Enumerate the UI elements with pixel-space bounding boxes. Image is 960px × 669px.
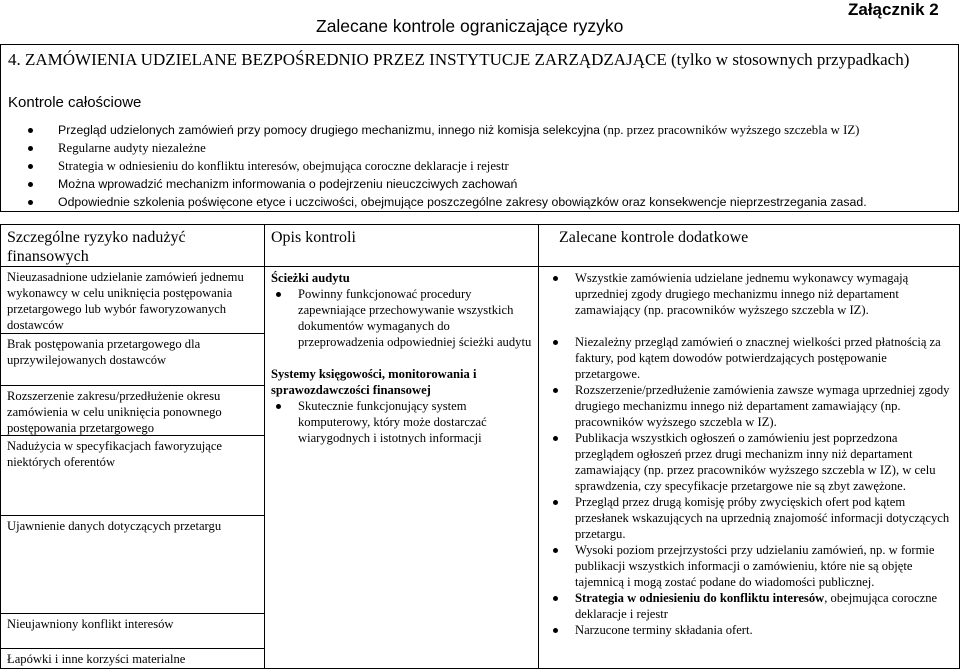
risk-item: Brak postępowania przetargowego dla uprzywilejowanych dostawców (1, 334, 264, 386)
bullet-icon (553, 276, 558, 281)
bullet-icon (28, 182, 33, 187)
risk-item: Nieuzasadnione udzielanie zamówień jednemu wykonawcy w celu uniknięcia postępowania przetargowego lub wybór faworyzowanych dostawców (1, 267, 264, 334)
control-list (271, 398, 533, 446)
bullet-icon (553, 628, 558, 633)
additional-control-item: Przegląd przez drugą komisję próby zwycięskich ofert pod kątem przesłanek wskazujących na uprzednią znajomość informacji dotyczących przetargu. (543, 494, 955, 542)
risk-item: Nadużycia w specyfikacjach faworyzujące niektórych oferentów (1, 436, 264, 516)
overall-control-item: Regularne audyty niezależne (28, 139, 953, 157)
bullet-icon (553, 596, 558, 601)
bullet-icon (276, 292, 281, 297)
bullet-icon (28, 200, 33, 205)
control-item: Skutecznie funkcjonujący system komputerowy, który może dostarczać wiarygodnych i istotnych informacji (271, 398, 533, 446)
section-heading: 4. ZAMÓWIENIA UDZIELANE BEZPOŚREDNIO PRZEZ INSTYTUCJE ZARZĄDZAJĄCE (tylko w stosownych przypadkach) (8, 50, 910, 69)
control-group-title: Systemy księgowości, monitorowania i sprawozdawczości finansowej (271, 367, 477, 397)
risk-controls-table (0, 224, 960, 669)
bullet-icon (553, 340, 558, 345)
additional-control-item: Narzucone terminy składania ofert. (543, 622, 955, 638)
control-list (271, 286, 533, 350)
additional-control-item: Wysoki poziom przejrzystości przy udzielaniu zamówień, np. w formie publikacji wszystkich informacji o zamówieniu, które nie są objęte tajemnicą i mogą zostać podane do wiadomości publicznej. (543, 542, 955, 590)
bullet-icon (553, 500, 558, 505)
header-additional: Zalecane kontrole dodatkowe (539, 225, 960, 267)
risk-item: Rozszerzenie zakresu/przedłużenie okresu zamówienia w celu uniknięcia ponownego postępowania przetargowego (1, 386, 264, 436)
bullet-icon (553, 548, 558, 553)
additional-control-item: Niezależny przegląd zamówień o znacznej wielkości przed płatnością za faktury, pod kątem dowodów potwierdzających postępowanie przetargowe. (543, 334, 955, 382)
additional-controls-cell (539, 267, 960, 669)
annex-label: Załącznik 2 (848, 0, 939, 19)
overall-control-item: Można wprowadzić mechanizm informowania o podejrzeniu nieuczciwych zachowań (28, 175, 953, 193)
risk-item: Ujawnienie danych dotyczących przetargu (1, 516, 264, 614)
subheading: Kontrole całościowe (8, 94, 142, 111)
bullet-icon (28, 164, 33, 169)
control-description-cell (265, 267, 539, 669)
risk-item: Nieujawniony konflikt interesów (1, 614, 264, 649)
document-title: Zalecane kontrole ograniczające ryzyko (316, 16, 624, 36)
additional-control-item: Wszystkie zamówienia udzielane jednemu wykonawcy wymagają uprzedniej zgody drugiego mechanizmu innego niż departament zamawiający (np. pracowników wyższego szczebla w IZ). (543, 270, 955, 318)
additional-controls-list (543, 270, 955, 638)
risk-item: Łapówki i inne korzyści materialne (7, 652, 186, 666)
additional-control-item: Rozszerzenie/przedłużenie zamówienia zawsze wymaga uprzedniej zgody drugiego mechanizmu innego niż departament zamawiający (np. pracowników wyższego szczebla w IZ). (543, 382, 955, 430)
bullet-icon (553, 436, 558, 441)
control-group-title: Ścieżki audytu (271, 271, 350, 285)
control-item: Powinny funkcjonować procedury zapewniające przechowywanie wszystkich dokumentów wymaganych do przeprowadzenia odpowiedniej ścieżki audytu (271, 286, 533, 350)
header-control: Opis kontroli (265, 225, 539, 267)
additional-control-item: Publikacja wszystkich ogłoszeń o zamówieniu jest poprzedzona przeglądem ogłoszeń przez drugi mechanizm inny niż departament zamawiający (np. przez pracowników wyższego szczebla w IZ), w celu sprawdzenia, czy specyfikacje przetargowe nie są zbyt zawężone. (543, 430, 955, 494)
bullet-icon (276, 404, 281, 409)
overall-control-item: Przegląd udzielonych zamówień przy pomocy drugiego mechanizmu, innego niż komisja selekcyjna (np. przez pracowników wyższego szczebla w IZ) (28, 121, 953, 139)
additional-control-item: Strategia w odniesieniu do konfliktu interesów, obejmująca coroczne deklaracje i rejestr (543, 590, 955, 622)
overall-control-item: Odpowiednie szkolenia poświęcone etyce i uczciwości, obejmujące poszczególne zakresy obowiązków oraz konsekwencje nieprzestrzegania zasad. (28, 193, 953, 211)
bullet-icon (28, 146, 33, 151)
overall-controls-list (28, 121, 953, 211)
header-risk: Szczególne ryzyko nadużyć finansowych (1, 225, 265, 267)
bullet-icon (28, 128, 33, 133)
overall-control-item: Strategia w odniesieniu do konfliktu interesów, obejmująca coroczne deklaracje i rejestr (28, 157, 953, 175)
bullet-icon (553, 388, 558, 393)
risks-cell (1, 267, 265, 669)
